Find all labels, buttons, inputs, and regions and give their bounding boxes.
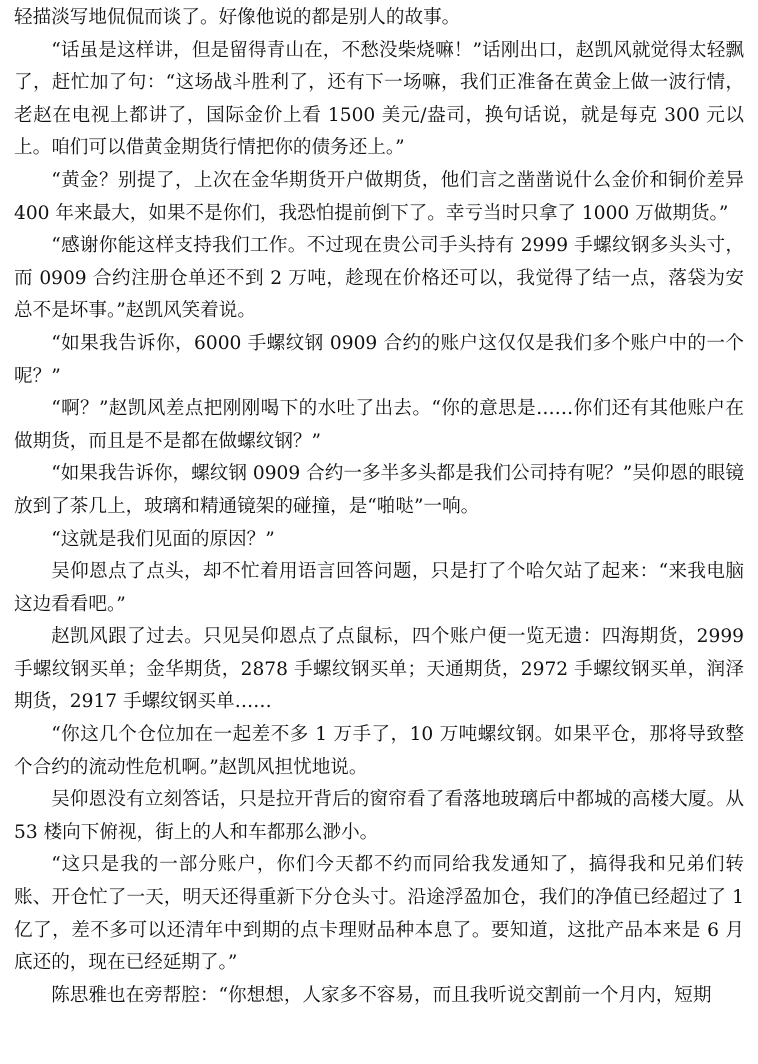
paragraph-2: “话虽是这样讲，但是留得青山在，不愁没柴烧嘛！”话刚出口，赵凯风就觉得太轻飘了，赶忙加了句：“这场战斗胜利了，还有下一场嘛，我们正准备在黄金上做一波行情，老赵在电视上都讲了，国际金价上看 1500 美元/盎司，换句话说，就是每克 300 元以上。咱们可以借黄金期货行情把你的债务还上。” [14,39,744,159]
paragraph-5: “如果我告诉你，6000 手螺纹钢 0909 合约的账户这仅仅是我们多个账户中的一个呢？” [14,332,744,387]
paragraph-12: 吴仰恩没有立刻答话，只是拉开背后的窗帘看了看落地玻璃后中都城的高楼大厦。从 53 楼向下俯视，街上的人和车都那么渺小。 [14,789,744,843]
paragraph-1: 轻描淡写地侃侃而谈了。好像他说的都是别人的故事。 [14,7,461,28]
paragraph-14: 陈思雅也在旁帮腔：“你想想，人家多不容易，而且我听说交割前一个月内，短期 [51,984,712,1006]
paragraph-7: “如果我告诉你，螺纹钢 0909 合约一多半多头都是我们公司持有呢？”吴仰恩的眼镜放到了茶几上，玻璃和精通镜架的碰撞，是“啪哒”一响。 [14,463,744,517]
paragraph-8: “这就是我们见面的原因？” [51,528,275,550]
paragraph-3: “黄金？别提了，上次在金华期货开户做期货，他们言之凿凿说什么金价和铜价差异 400 年来最大，如果不是你们，我恐怕提前倒下了。幸亏当时只拿了 1000 万做期货。” [14,169,744,224]
paragraph-6: “啊？”赵凯风差点把刚刚喝下的水吐了出去。“你的意思是……你们还有其他账户在做期货，而且是不是都在做螺纹钢？” [14,398,744,452]
paragraph-10: 赵凯风跟了过去。只见吴仰恩点了点鼠标，四个账户便一览无遗：四海期货，2999 手螺纹钢买单；金华期货，2878 手螺纹钢买单；天通期货，2972 手螺纹钢买单，润泽期货，2917 手螺纹钢买单…… [14,626,744,713]
paragraph-13: “这只是我的一部分账户，你们今天都不约而同给我发通知了，搞得我和兄弟们转账、开仓忙了一天，明天还得重新下分仓头寸。沿途浮盈加仓，我们的净值已经超过了 1 亿了，差不多可以还清年中到期的点卡理财品种本息了。要知道，这批产品本来是 6 月底还的，现在已经延期了。” [14,854,744,974]
paragraph-11: “你这几个仓位加在一起差不多 1 万手了，10 万吨螺纹钢。如果平仓，那将导致整个合约的流动性危机啊。”赵凯风担忧地说。 [14,724,744,778]
paragraph-4: “感谢你能这样支持我们工作。不过现在贵公司手头持有 2999 手螺纹钢多头头寸，而 0909 合约注册仓单还不到 2 万吨，趁现在价格还可以，我觉得了结一点，落袋为安总不是坏事。”赵凯风笑着说。 [14,235,744,322]
paragraph-9: 吴仰恩点了点头，却不忙着用语言回答问题，只是打了个哈欠站了起来：“来我电脑这边看看吧。” [14,561,744,615]
